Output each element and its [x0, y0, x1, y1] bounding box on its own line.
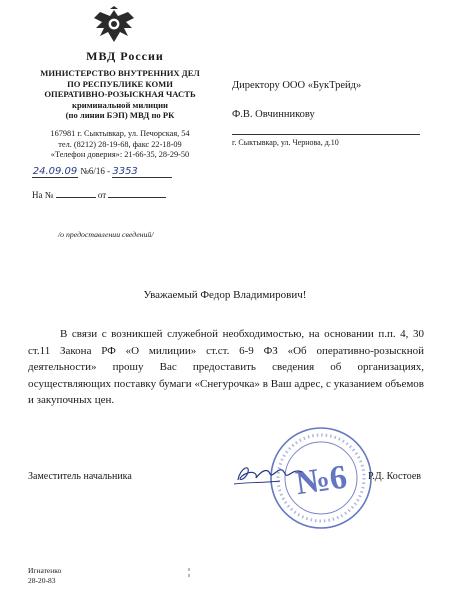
handwritten-signature: [228, 458, 308, 488]
signatory-title: Заместитель начальника: [28, 471, 132, 482]
org-line: МИНИСТЕРСТВО ВНУТРЕННИХ ДЕЛ: [40, 68, 200, 78]
from-label: от: [97, 190, 107, 200]
ref-date: 24.09.09: [32, 166, 78, 177]
greeting: Уважаемый Федор Владимирович!: [143, 289, 307, 301]
incoming-reference: [32, 190, 166, 200]
from-date-blank: [108, 197, 166, 198]
subject-line: /о предоставлении сведений/: [58, 230, 154, 239]
addressee-address: г. Сыктывкар, ул. Чернова, д.10: [232, 138, 339, 147]
margin-mark: [186, 568, 192, 578]
addressee-position: Директору ООО «БукТрейд»: [232, 80, 362, 91]
organization-block: [30, 68, 210, 121]
executor-block: [28, 566, 61, 585]
addressee-divider: [232, 134, 420, 135]
executor-name: Игнатенко: [28, 566, 62, 575]
address-line: 167981 г. Сыктывкар, ул. Печорская, 54: [50, 129, 190, 138]
letter-body: [28, 326, 424, 409]
outgoing-reference: [32, 166, 220, 178]
org-line: ОПЕРАТИВНО-РОЗЫСКНАЯ ЧАСТЬ: [44, 89, 196, 100]
org-line: (по линии БЭП) МВД по РК: [65, 110, 175, 121]
org-line: ПО РЕСПУБЛИКЕ КОМИ: [67, 78, 173, 89]
address-line: «Телефон доверия»: 21-66-35, 28-29-50: [50, 150, 190, 160]
body-paragraph: В связи с возникшей служебной необходимостью, на основании п.п. 4, 30 ст.11 Закона РФ «О милиции» ст.ст. 6-9 ФЗ «Об оперативно-розыскной деятельности» прошу Вас предоставить сведения об организациях, осуществляющих поставку бумаги «Снегурочка» в Ваш адрес, с указанием объемов и закупочных цен.: [28, 328, 424, 406]
executor-phone: 28-20-83: [28, 575, 56, 585]
ref-number: 3353: [112, 166, 172, 178]
mvd-emblem-icon: [90, 6, 138, 46]
ministry-short-name: МВД России: [86, 49, 164, 63]
addressee-name: Ф.В. Овчинникову: [232, 109, 315, 120]
on-number-blank: [56, 197, 96, 198]
address-line: тел. (8212) 28-19-68, факс 22-18-09: [58, 139, 182, 149]
on-label: На №: [32, 190, 54, 200]
ref-prefix: №6/16 -: [80, 166, 111, 176]
org-line: криминальной милиции: [72, 99, 168, 110]
sender-address-block: [30, 129, 210, 161]
stamp-number: №6: [293, 458, 350, 503]
signatory-name: Р.Д. Костоев: [368, 471, 422, 482]
